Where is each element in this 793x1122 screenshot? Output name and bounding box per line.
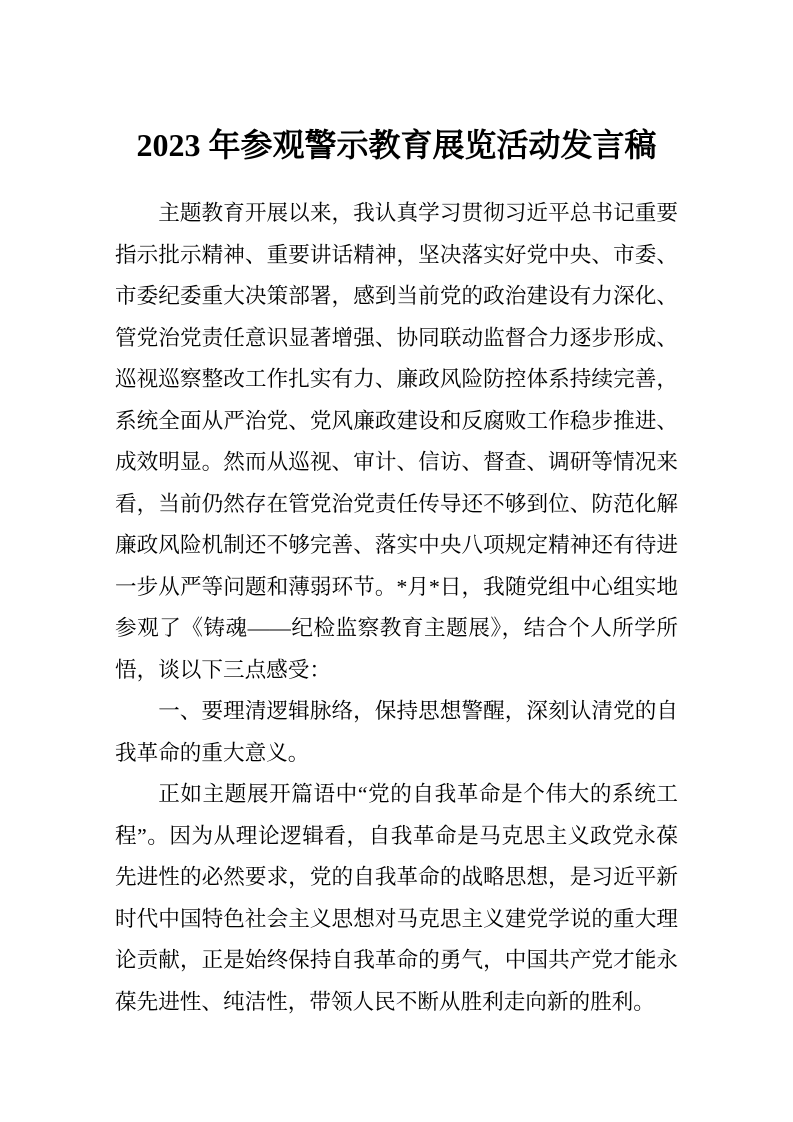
paragraph-section-1-content: 正如主题展开篇语中“党的自我革命是个伟大的系统工程”。因为从理论逻辑看，自我革命是马克思主义政党永葆先进性的必然要求，党的自我革命的战略思想，是习近平新时代中国特色社会主义思想对马克思主义建党学说的重大理论贡献，正是始终保持自我革命的勇气，中国共产党才能永葆先进性、纯洁性，带领人民不断从胜利走向新的胜利。 [115, 782, 678, 1014]
paragraph-intro: 主题教育开展以来，我认真学习贯彻习近平总书记重要指示批示精神、重要讲话精神，坚决落实好党中央、市委、市委纪委重大决策部署，感到当前党的政治建设有力深化、管党治党责任意识显著增强、协同联动监督合力逐步形成、巡视巡察整改工作扎实有力、廉政风险防控体系持续完善，系统全面从严治党、党风廉政建设和反腐败工作稳步推进、成效明显。然而从巡视、审计、信访、督查、调研等情况来看，当前仍然存在管党治党责任传导还不够到位、防范化解廉政风险机制还不够完善、落实中央八项规定精神还有待进一步从严等问题和薄弱环节。*月*日，我随党组中心组实地参观了《铸魂——纪检监察教育主题展》，结合个人所学所悟，谈以下三点感受： [115, 201, 678, 682]
paragraph-section-heading-1: 一、要理清逻辑脉络，保持思想警醒，深刻认清党的自我革命的重大意义。 [115, 699, 678, 765]
document-body [115, 193, 678, 1023]
document-title: 2023 年参观警示教育展览活动发言稿 [136, 127, 657, 163]
